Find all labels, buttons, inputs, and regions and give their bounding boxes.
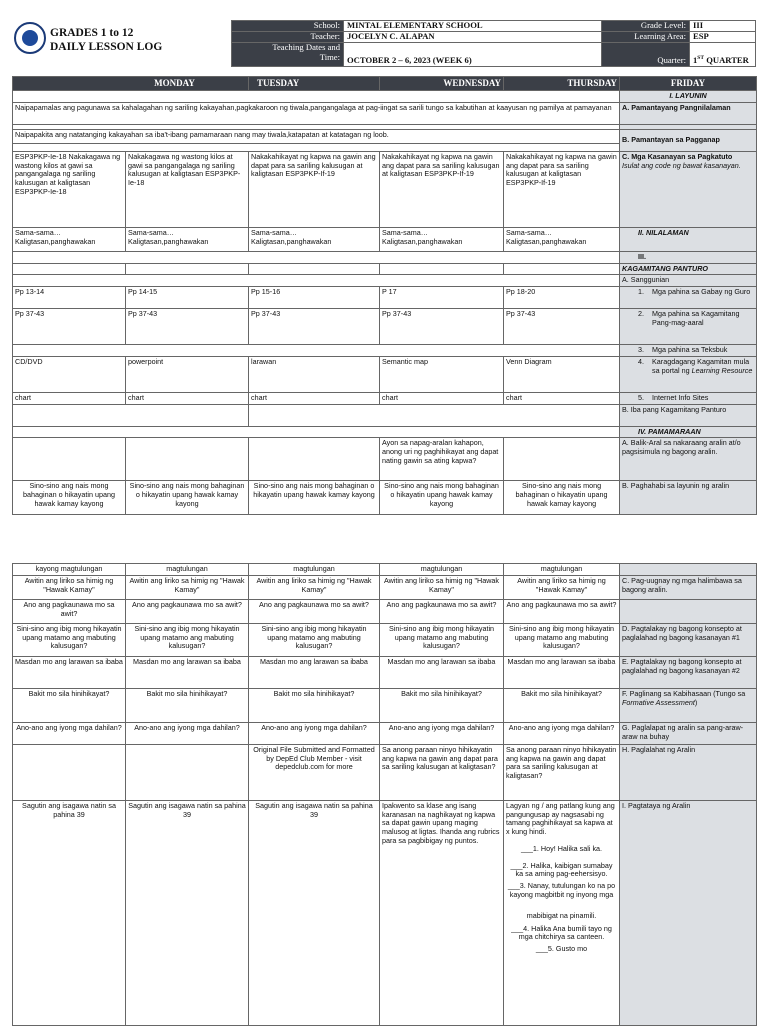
balik-thu: Ayon sa napag-aralan kahapon, anong uri ng paghihikayat ang dapat nating gawin sa ating kapwa? — [380, 438, 504, 481]
guro-tue: Pp 14-15 — [126, 287, 249, 309]
magaaral-mon: Pp 37-43 — [13, 309, 126, 345]
magaaral-wed: Pp 37-43 — [249, 309, 380, 345]
school-value: MINTAL ELEMENTARY SCHOOL — [344, 21, 602, 32]
quiz-item-2: ___2. Halika, kaibigan sumabay ka sa aming pag-eehersisyo. — [510, 860, 613, 879]
awitin-thu: Awitin ang liriko sa himig ng "Hawak Kamay" — [380, 575, 504, 599]
lagyan-instruction: Lagyan ng / ang patlang kung ang pangungusap ay nagsasabi ng tamang paghihikayat sa kapwa at x kung hindi. — [506, 800, 615, 837]
area-value: ESP — [690, 32, 756, 43]
dahilan-wed: Ano-ano ang iyong mga dahilan? — [249, 722, 380, 744]
day-monday: MONDAY — [13, 77, 249, 91]
lr-tue: powerpoint — [126, 356, 249, 392]
masdan-tue: Masdan mo ang larawan sa ibaba — [126, 656, 249, 688]
iba-label: B. Iba pang Kagamitang Panturo — [620, 404, 757, 426]
awitin-tue: Awitin ang liriko sa himig ng "Hawak Kamay" — [126, 575, 249, 599]
sinisino-wed: Sini-sino ang ibig mong hikayatin upang matamo ang mabuting kalusugan? — [249, 623, 380, 656]
a-label: A. Pamantayang Pangnilalaman — [620, 102, 757, 124]
b-label: B. Pamantayan sa Pagganap — [620, 129, 757, 151]
quiz-item-1: ___1. Hoy! Halika sali ka. — [520, 843, 603, 853]
sinisino-mon: Sini-sino ang ibig mong hikayatin upang matamo ang mabuting kalusugan? — [13, 623, 126, 656]
pagunawa-thu: Ano ang pagkaunawa mo sa awit? — [380, 599, 504, 623]
pagtataya-fri — [504, 800, 620, 1025]
paraan-fri: Sa anong paraan ninyo hihikayatin ang kapwa na gawin ang dapat para sa sariling kalusugan at kaligtasan? — [504, 744, 620, 800]
dates-value: OCTOBER 2 – 6, 2023 (WEEK 6) — [344, 43, 602, 67]
quiz-item-4: ___4. Halika Ana bumili tayo ng mga chitchirya sa canteen. — [511, 923, 612, 942]
document-title — [50, 26, 162, 55]
seal-center — [22, 30, 38, 46]
competency-thu: Nakakahikayat ng kapwa na gawin ang dapat para sa sariling kalusugan at kaligtasan ESP3PKP-If-19 — [380, 151, 504, 227]
original-file-note: Original File Submitted and Formatted by DepEd Club Member - visit depedclub.com for more — [249, 744, 380, 800]
nilalaman-thu: Sama-sama… Kaligtasan,panghawakan — [380, 227, 504, 251]
guro-wed: Pp 15-16 — [249, 287, 380, 309]
lr-thu: Semantic map — [380, 356, 504, 392]
header-left-table — [231, 20, 602, 67]
guro-mon: Pp 13-14 — [13, 287, 126, 309]
ref-internet: 5. Internet Info Sites — [620, 392, 757, 404]
pagunawa-wed: Ano ang pagkaunawa mo sa awit? — [249, 599, 380, 623]
teacher-value: JOCELYN C. ALAPAN — [344, 32, 602, 43]
header-right-table — [601, 20, 756, 67]
pamamaraan-c: C. Pag-uugnay ng mga halimbawa sa bagong aralin. — [620, 575, 757, 599]
b-content: Naipapakita ang natatanging kakayahan sa iba't-ibang pamamaraan nang may tiwala,katapatan at katatagan ng loob. — [13, 129, 620, 143]
nilalaman-mon: Sama-sama… Kaligtasan,panghawakan — [13, 227, 126, 251]
nilalaman-wed: Sama-sama… Kaligtasan,panghawakan — [249, 227, 380, 251]
pamamaraan-d: D. Pagtalakay ng bagong konsepto at paglalahad ng bagong kasanayan #1 — [620, 623, 757, 656]
internet-fri: chart — [504, 392, 620, 404]
cont-wed: magtulungan — [249, 564, 380, 576]
paghahabi-tue: Sino-sino ang nais mong bahaginan o hikayatin upang hawak kamay kayong — [126, 481, 249, 515]
pagunawa-mon: Ano ang pagkaunawa mo sa awit? — [13, 599, 126, 623]
lr-wed: larawan — [249, 356, 380, 392]
ref-lr-portal: 4. Karagdagang Kagamitan mula sa portal ng Learning Resource — [620, 356, 757, 392]
internet-thu: chart — [380, 392, 504, 404]
quarter-label: Quarter: — [602, 43, 690, 67]
area-label: Learning Area: — [602, 32, 690, 43]
day-tuesday: TUESDAY — [249, 77, 380, 91]
day-friday: FRIDAY — [620, 77, 757, 91]
bakit-wed: Bakit mo sila hinihikayat? — [249, 688, 380, 722]
title-line-2: DAILY LESSON LOG — [50, 41, 163, 54]
teacher-label: Teacher: — [232, 32, 344, 43]
pamamaraan-g: G. Paglalapat ng aralin sa pang-araw-araw na buhay — [620, 722, 757, 744]
bakit-thu: Bakit mo sila hinihikayat? — [380, 688, 504, 722]
masdan-wed: Masdan mo ang larawan sa ibaba — [249, 656, 380, 688]
awitin-wed: Awitin ang liriko sa himig ng "Hawak Kamay" — [249, 575, 380, 599]
guro-fri: Pp 18-20 — [504, 287, 620, 309]
pamamaraan-i: I. Pagtataya ng Aralin — [620, 800, 757, 1025]
sagutin-tue: Sagutin ang isagawa natin sa pahina 39 — [126, 800, 249, 1025]
lesson-log-table-2 — [12, 563, 757, 1026]
competency-mon: ESP3PKP-Ie-18 Nakakagawa ng wastong kilos at gawi sa pangangalaga ng sariling kalusugan at kaligtasan ESP3PKP-Ie-18 — [13, 151, 126, 227]
competency-fri: Nakakahikayat ng kapwa na gawin ang dapat para sa sariling kalusugan at kaligtasan ESP3PKP-If-19 — [504, 151, 620, 227]
bakit-tue: Bakit mo sila hinihikayat? — [126, 688, 249, 722]
internet-tue: chart — [126, 392, 249, 404]
quiz-item-3: ___3. Nanay, tutulungan ko na po kayong magbitbit ng inyong mga — [507, 881, 616, 900]
pamamaraan-e: E. Pagtalakay ng bagong konsepto at paglalahad ng bagong kasanayan #2 — [620, 656, 757, 688]
cont-mon: kayong magtulungan — [13, 564, 126, 576]
internet-mon: chart — [13, 392, 126, 404]
ref-magaaral: 2. Mga pahina sa Kagamitang Pang-mag-aaral — [620, 309, 757, 345]
day-wednesday: WEDNESDAY — [380, 77, 504, 91]
paghahabi-mon: Sino-sino ang nais mong bahaginan o hikayatin upang hawak kamay kayong — [13, 481, 126, 515]
section-kagamitan: KAGAMITANG PANTURO — [620, 263, 757, 275]
paghahabi-wed: Sino-sino ang nais mong bahaginan o hikayatin upang hawak kamay kayong — [249, 481, 380, 515]
grade-label: Grade Level: — [602, 21, 690, 32]
dahilan-mon: Ano-ano ang iyong mga dahilan? — [13, 722, 126, 744]
paraan-thu: Sa anong paraan ninyo hihikayatin ang kapwa na gawin ang dapat para sa sariling kalusugan at kaligtasan? — [380, 744, 504, 800]
awitin-mon: Awitin ang liriko sa himig ng "Hawak Kamay" — [13, 575, 126, 599]
section-iii: III. — [620, 251, 757, 263]
title-line-1: GRADES 1 to 12 — [50, 27, 134, 39]
magaaral-fri: Pp 37-43 — [504, 309, 620, 345]
section-pamamaraan: IV. PAMAMARAAN — [620, 426, 757, 438]
magaaral-tue: Pp 37-43 — [126, 309, 249, 345]
section-layunin: I. LAYUNIN — [620, 90, 757, 102]
lr-mon: CD/DVD — [13, 356, 126, 392]
cont-fri: magtulungan — [504, 564, 620, 576]
lr-fri: Venn Diagram — [504, 356, 620, 392]
masdan-mon: Masdan mo ang larawan sa ibaba — [13, 656, 126, 688]
pamamaraan-h: H. Paglalahat ng Aralin — [620, 744, 757, 800]
competency-wed: Nakakahikayat ng kapwa na gawin ang dapat para sa sariling kalusugan at kaligtasan ESP3PKP-If-19 — [249, 151, 380, 227]
masdan-fri: Masdan mo ang larawan sa ibaba — [504, 656, 620, 688]
paghahabi-thu: Sino-sino ang nais mong bahaginan o hikayatin upang hawak kamay kayong — [380, 481, 504, 515]
bakit-mon: Bakit mo sila hinihikayat? — [13, 688, 126, 722]
lesson-log-table-1 — [12, 76, 757, 515]
sanggunian-label: A. Sanggunian — [620, 275, 757, 287]
day-thursday: THURSDAY — [504, 77, 620, 91]
dahilan-thu: Ano-ano ang iyong mga dahilan? — [380, 722, 504, 744]
awitin-fri: Awitin ang liriko sa himig ng "Hawak Kamay" — [504, 575, 620, 599]
pagunawa-tue: Ano ang pagkaunawa mo sa awit? — [126, 599, 249, 623]
magaaral-thu: Pp 37-43 — [380, 309, 504, 345]
quiz-item-5: ___5. Gusto mo — [535, 944, 588, 954]
nilalaman-fri: Sama-sama… Kaligtasan,panghawakan — [504, 227, 620, 251]
ipakwento-thu: Ipakwento sa klase ang isang karanasan na naghikayat ng kapwa sa dapat gawin upang maging malusog at ligtas. Ihanda ang rubrics para sa pagbibigay ng puntos. — [380, 800, 504, 1025]
pamamaraan-b: B. Paghahabi sa layunin ng aralin — [620, 481, 757, 515]
pagunawa-fri: Ano ang pagkaunawa mo sa awit? — [504, 599, 620, 623]
section-nilalaman: II. NILALAMAN — [620, 227, 757, 251]
c-label: C. Mga Kasanayan sa Pagkatuto Isulat ang code ng bawat kasanayan. — [620, 151, 757, 227]
cont-thu: magtulungan — [380, 564, 504, 576]
bakit-fri: Bakit mo sila hinihikayat? — [504, 688, 620, 722]
sagutin-mon: Sagutin ang isagawa natin sa pahina 39 — [13, 800, 126, 1025]
sinisino-fri: Sini-sino ang ibig mong hikayatin upang matamo ang mabuting kalusugan? — [504, 623, 620, 656]
ref-guro: 1. Mga pahina sa Gabay ng Guro — [620, 287, 757, 309]
grade-value: III — [690, 21, 756, 32]
a-content: Naipapamalas ang pagunawa sa kahalagahan ng sariling kakayahan,pagkakaroon ng tiwala,pangangalaga at pag-iingat sa sarili tungo sa kabutihan at kaayusan ng pamilya at pamayanan — [13, 102, 620, 124]
quiz-item-3b: mabibigat na pinamili. — [526, 910, 597, 920]
ref-teksbuk: 3. Mga pahina sa Teksbuk — [620, 345, 757, 357]
dahilan-tue: Ano-ano ang iyong mga dahilan? — [126, 722, 249, 744]
pamamaraan-f: F. Paglinang sa Kabihasaan (Tungo sa Formative Assessment) — [620, 688, 757, 722]
masdan-thu: Masdan mo ang larawan sa ibaba — [380, 656, 504, 688]
competency-tue: Nakakagawa ng wastong kilos at gawi sa pangangalaga ng sariling kalusugan at kaligtasan ESP3PKP-Ie-18 — [126, 151, 249, 227]
sinisino-thu: Sini-sino ang ibig mong hikayatin upang matamo ang mabuting kalusugan? — [380, 623, 504, 656]
paghahabi-fri: Sino-sino ang nais mong bahaginan o hikayatin upang hawak kamay kayong — [504, 481, 620, 515]
guro-thu: P 17 — [380, 287, 504, 309]
sinisino-tue: Sini-sino ang ibig mong hikayatin upang matamo ang mabuting kalusugan? — [126, 623, 249, 656]
nilalaman-tue: Sama-sama… Kaligtasan,panghawakan — [126, 227, 249, 251]
school-label: School: — [232, 21, 344, 32]
cont-tue: magtulungan — [126, 564, 249, 576]
internet-wed: chart — [249, 392, 380, 404]
sagutin-wed: Sagutin ang isagawa natin sa pahina 39 — [249, 800, 380, 1025]
deped-seal — [14, 22, 46, 54]
quarter-value: 1ST QUARTER — [690, 43, 756, 67]
dates-label: Teaching Dates and Time: — [232, 43, 344, 67]
dahilan-fri: Ano-ano ang iyong mga dahilan? — [504, 722, 620, 744]
pamamaraan-a: A. Balik-Aral sa nakaraang aralin at/o pagsisimula ng bagong aralin. — [620, 438, 757, 481]
